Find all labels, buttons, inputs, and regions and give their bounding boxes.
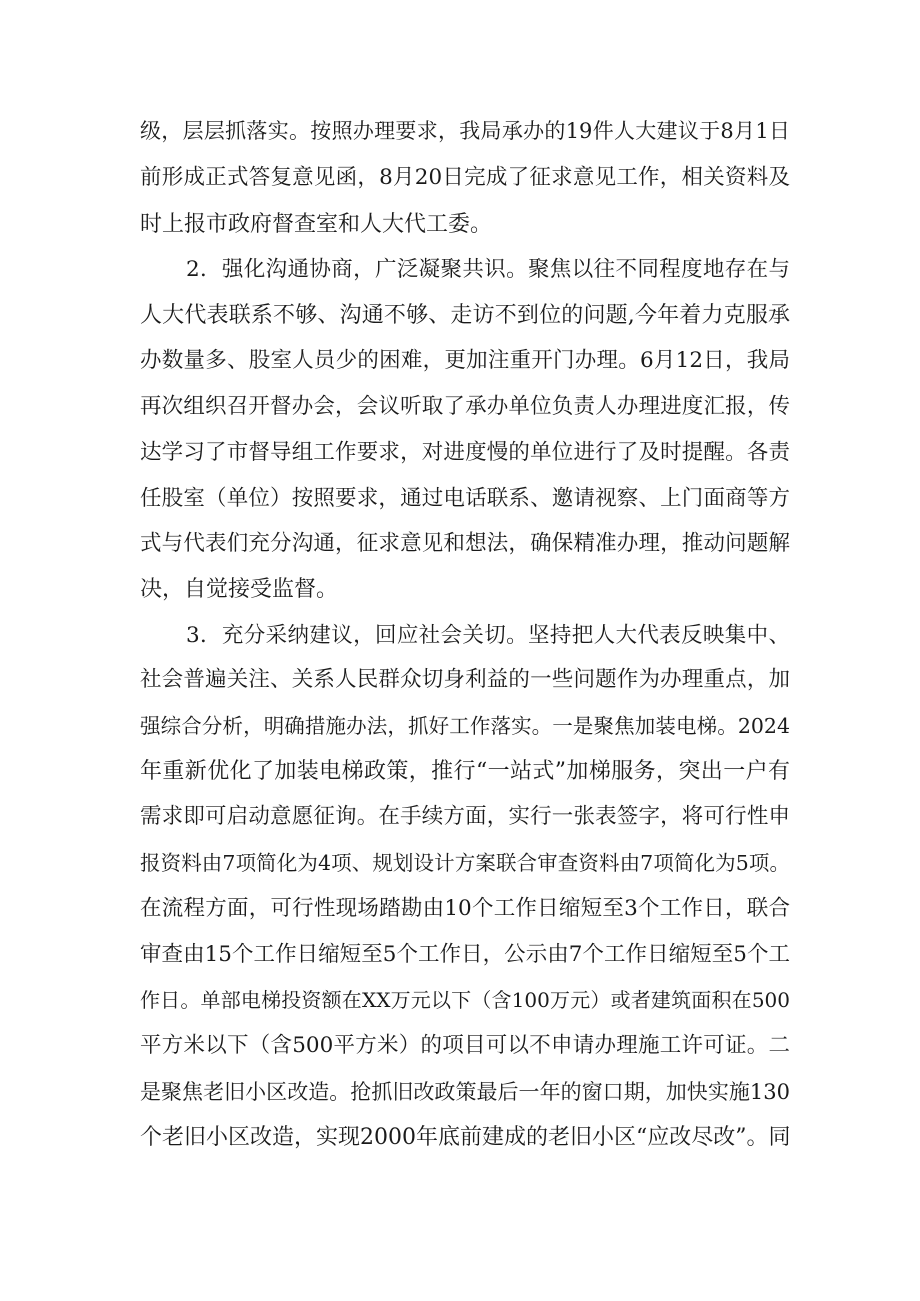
text-line: 2．强化沟通协商，广泛凝聚共识。聚焦以往不同程度地存在与 xyxy=(186,257,790,282)
text-line: 达学习了市督导组工作要求，对进度慢的单位进行了及时提醒。各责 xyxy=(140,440,790,465)
text-line: 任股室（单位）按照要求，通过电话联系、邀请视察、上门面商等方 xyxy=(140,486,790,511)
text-line: 3．充分采纳建议，回应社会关切。坚持把人大代表反映集中、 xyxy=(186,623,790,648)
text-line: 报资料由7项简化为4项、规划设计方案联合审查资料由7项简化为5项。 xyxy=(140,851,790,875)
text-line: 前形成正式答复意见函，8月20日完成了征求意见工作，相关资料及 xyxy=(140,165,790,190)
text-line: 再次组织召开督办会，会议听取了承办单位负责人办理进度汇报，传 xyxy=(140,394,790,419)
text-line: 是聚焦老旧小区改造。抢抓旧改政策最后一年的窗口期，加快实施130 xyxy=(140,1080,790,1104)
text-line: 年重新优化了加装电梯政策，推行“一站式”加梯服务，突出一户有 xyxy=(140,759,790,784)
text-line: 决，自觉接受监督。 xyxy=(140,577,339,602)
text-line: 时上报市政府督查室和人大代工委。 xyxy=(140,212,493,237)
text-line: 平方米以下（含500平方米）的项目可以不申请办理施工许可证。二 xyxy=(140,1033,790,1058)
text-line: 办数量多、股室人员少的困难，更加注重开门办理。6月12日，我局 xyxy=(140,348,790,373)
text-line: 社会普遍关注、关系人民群众切身利益的一些问题作为办理重点，加 xyxy=(140,667,790,692)
text-line: 式与代表们充分沟通，征求意见和想法，确保精准办理，推动问题解 xyxy=(140,531,790,556)
text-line: 级，层层抓落实。按照办理要求，我局承办的19件人大建议于8月1日 xyxy=(140,119,790,143)
text-line: 审查由15个工作日缩短至5个工作日，公示由7个工作日缩短至5个工 xyxy=(140,942,790,967)
text-line: 在流程方面，可行性现场踏勘由10个工作日缩短至3个工作日，联合 xyxy=(140,896,790,921)
text-line: 个老旧小区改造，实现2000年底前建成的老旧小区“应改尽改”。同 xyxy=(140,1125,791,1150)
text-line: 作日。单部电梯投资额在XX万元以下（含100万元）或者建筑面积在500 xyxy=(140,988,790,1012)
text-line: 强综合分析，明确措施办法，抓好工作落实。一是聚焦加装电梯。2024 xyxy=(140,714,790,738)
text-line: 需求即可启动意愿征询。在手续方面，实行一张表签字，将可行性申 xyxy=(140,804,790,829)
text-line: 人大代表联系不够、沟通不够、走访不到位的问题,今年着力克服承 xyxy=(140,303,790,328)
